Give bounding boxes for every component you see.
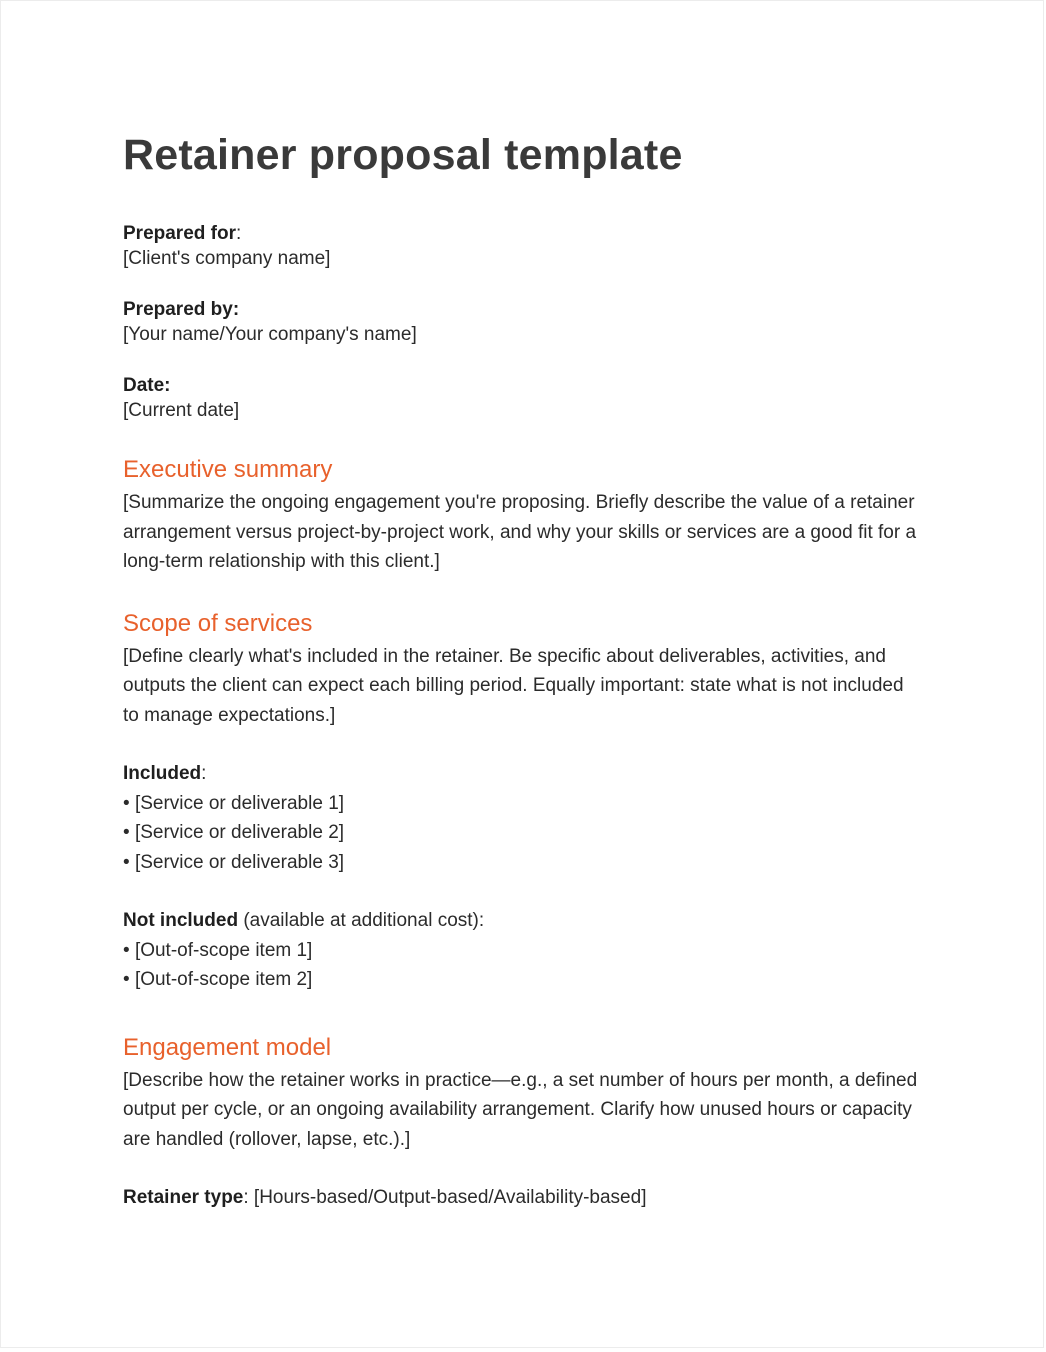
scope-heading: Scope of services	[123, 609, 313, 637]
date-block	[123, 373, 923, 423]
engagement-heading: Engagement model	[123, 1033, 332, 1061]
prepared-by-block	[123, 297, 923, 347]
list-item: • [Out-of-scope item 2]	[123, 965, 923, 995]
not-included-suffix: (available at additional cost):	[238, 910, 485, 931]
included-list	[123, 789, 923, 878]
executive-summary-heading: Executive summary	[123, 456, 333, 483]
included-label: Included	[123, 763, 202, 784]
retainer-type-value: : [Hours-based/Output-based/Availability-based]	[243, 1187, 647, 1208]
not-included-label: Not included	[123, 910, 239, 931]
date-label: Date:	[123, 375, 171, 396]
engagement-body: [Describe how the retainer works in practice—e.g., a set number of hours per month, a defined output per cycle, or an ongoing availability arrangement. Clarify how unused hours or capacity are handled (rollover, lapse, etc.).]	[123, 1069, 918, 1150]
document-content	[123, 129, 923, 1213]
prepared-by-value: [Your name/Your company's name]	[123, 324, 417, 345]
retainer-type-line	[123, 1183, 923, 1213]
prepared-for-value: [Client's company name]	[123, 248, 331, 269]
scope-body: [Define clearly what's included in the retainer. Be specific about deliverables, activities, and outputs the client can expect each billing period. Equally important: state what is not included to manage expectations.]	[123, 645, 904, 726]
prepared-for-label: Prepared for	[123, 223, 236, 244]
included-label-line	[123, 759, 923, 789]
included-colon: :	[201, 763, 207, 784]
list-item: • [Service or deliverable 2]	[123, 818, 923, 848]
retainer-type-label: Retainer type	[123, 1187, 244, 1208]
prepared-for-colon: :	[235, 223, 242, 244]
prepared-by-label: Prepared by:	[123, 299, 240, 320]
executive-summary-body: [Summarize the ongoing engagement you're proposing. Briefly describe the value of a retainer arrangement versus project-by-project work, and why your skills or services are a good fit for a long-term relationship with this client.]	[123, 492, 917, 572]
date-value: [Current date]	[123, 400, 240, 421]
list-item: • [Service or deliverable 3]	[123, 848, 923, 878]
document-title: Retainer proposal template	[123, 131, 683, 179]
prepared-for-block	[123, 221, 923, 271]
list-item: • [Service or deliverable 1]	[123, 789, 923, 819]
not-included-list	[123, 936, 923, 995]
list-item: • [Out-of-scope item 1]	[123, 936, 923, 966]
not-included-label-line	[123, 906, 923, 936]
